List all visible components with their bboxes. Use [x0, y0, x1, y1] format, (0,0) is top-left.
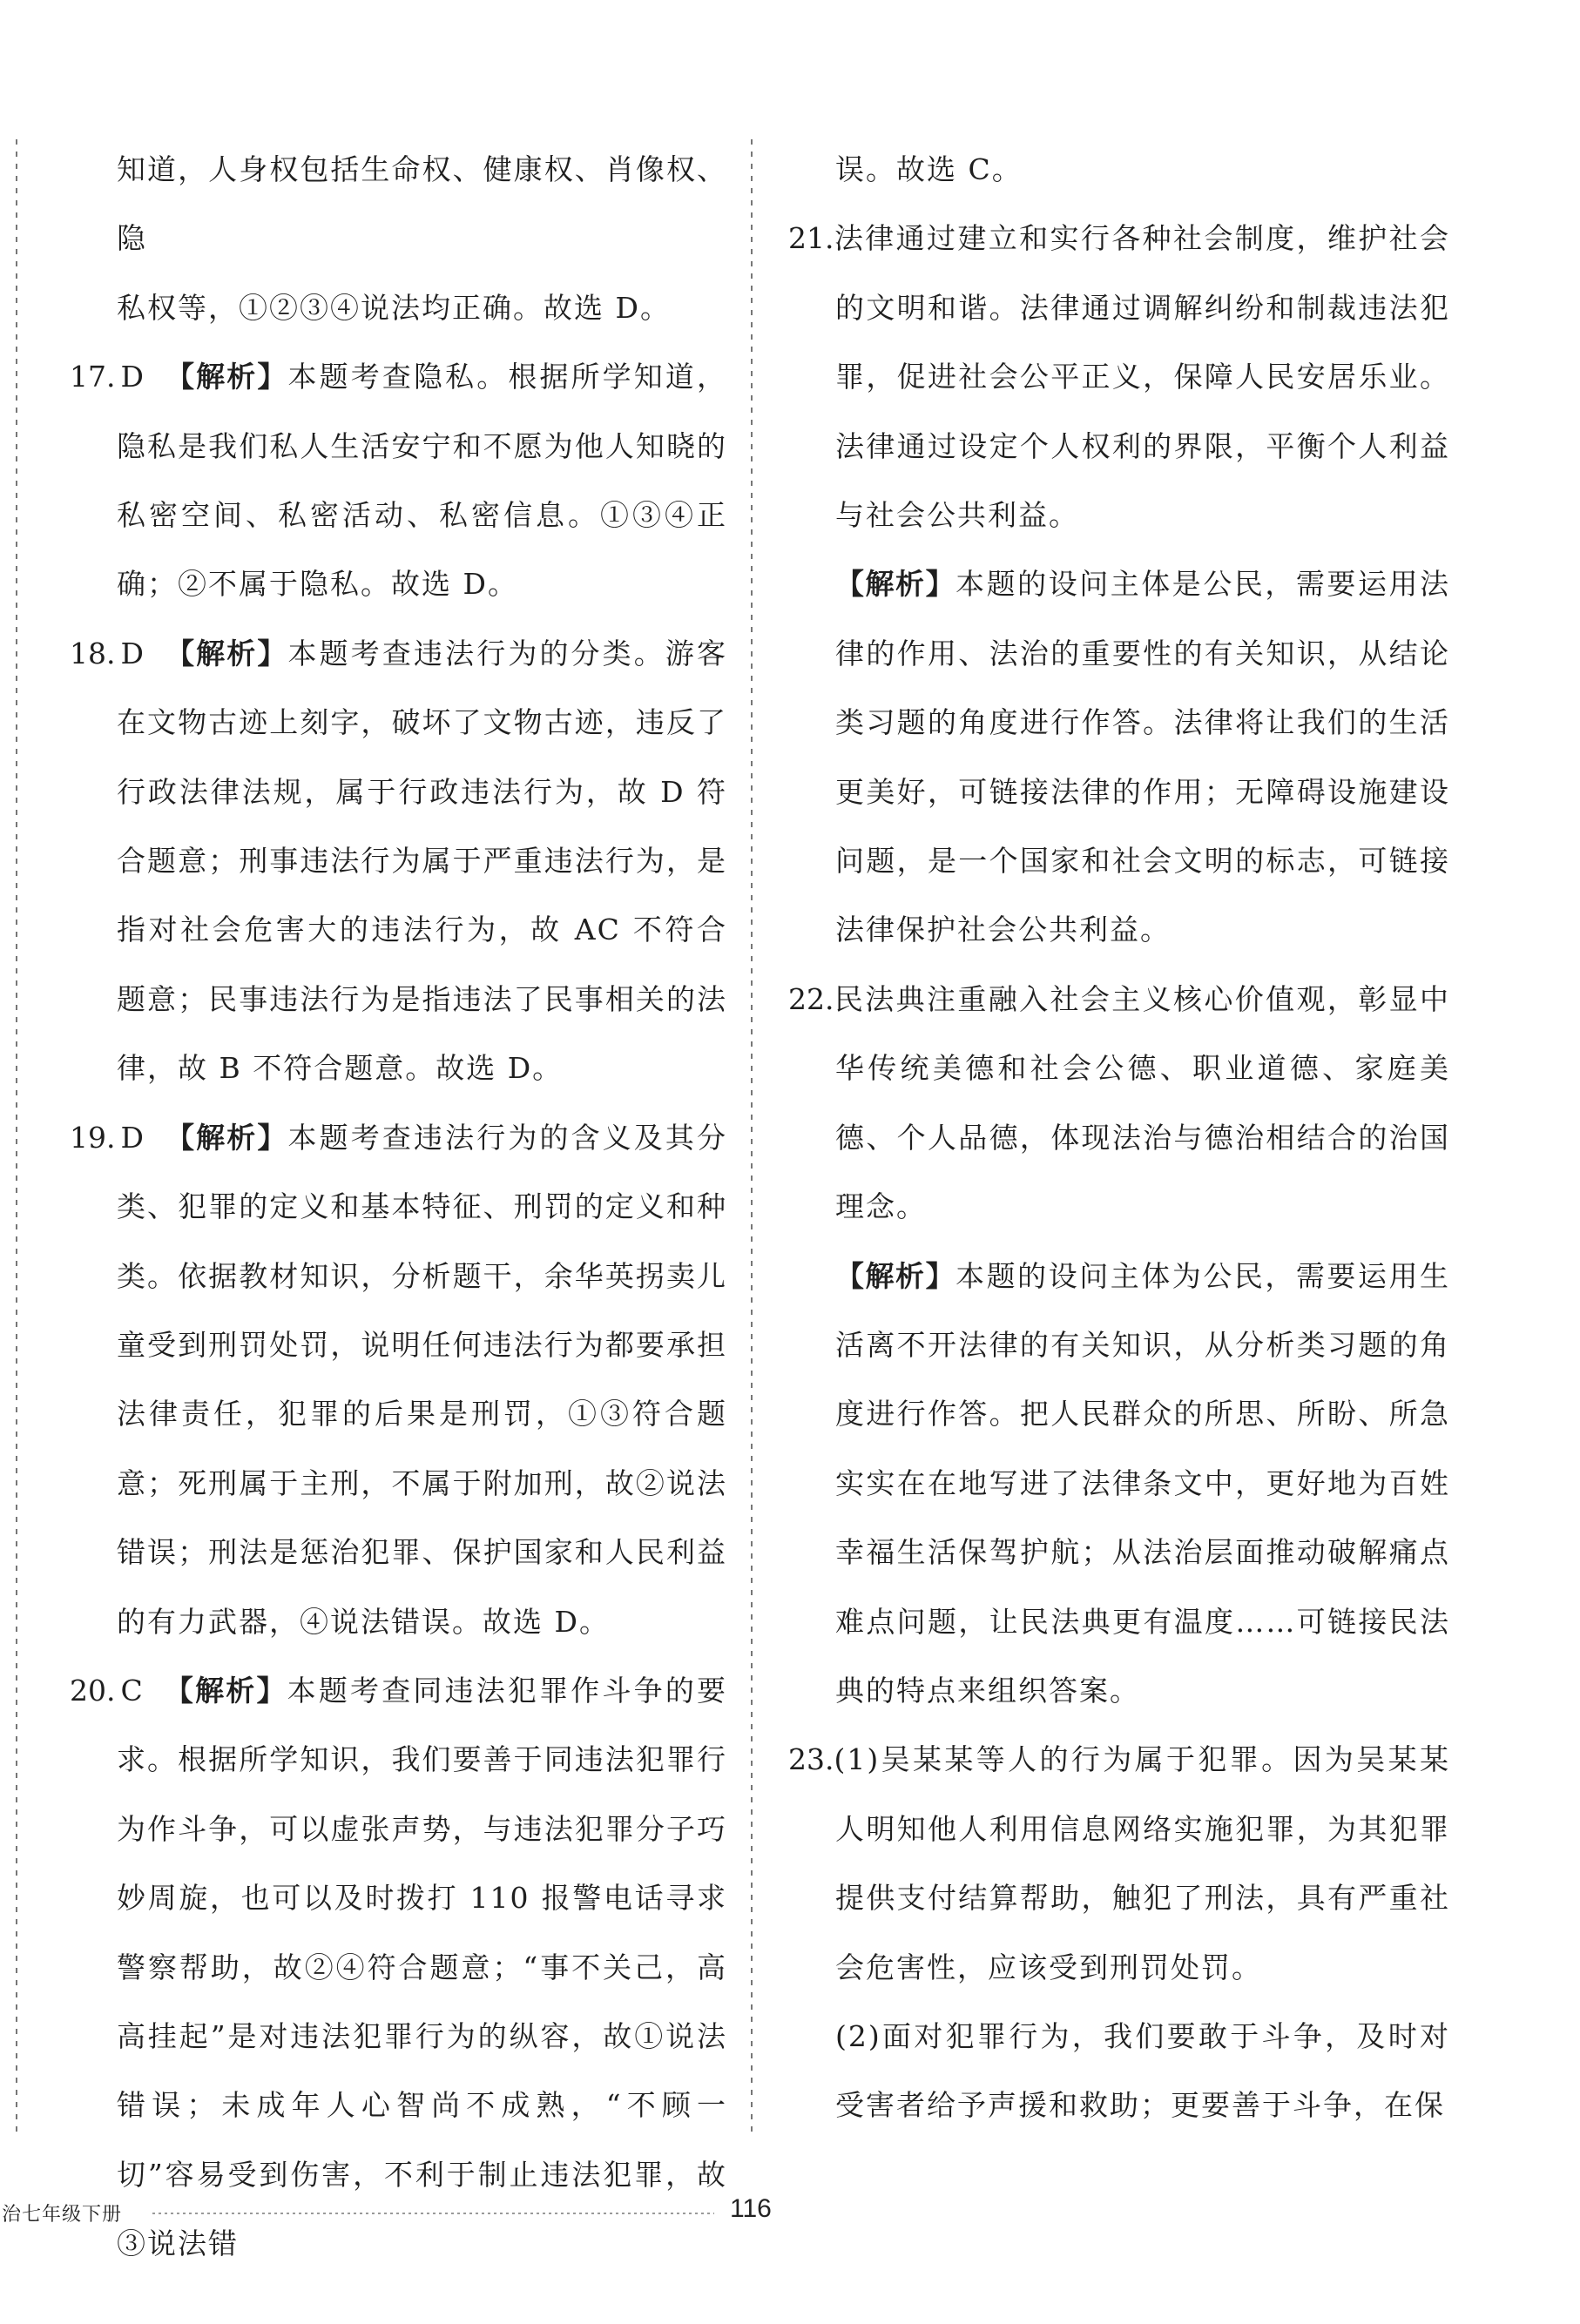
answer-20: 20. C 【解析】本题考查同违法犯罪作斗争的要求。根据所学知识，我们要善于同违法犯罪行为作斗争，可以虚张声势，与违法犯罪分子巧妙周旋，也可以及时拨打 110 报警电话寻求警察帮助，故②④符合题意；“事不关己，高高挂起”是对违法犯罪行为的纵容，故①说法错误；未成年人心智尚不成熟，“不顾一切”容易受到伤害，不利于制止违法犯罪，故③说法错: [70, 1673, 728, 2261]
continued-answer-16-line1: 知道，人身权包括生命权、健康权、肖像权、隐: [117, 152, 727, 256]
left-column: [70, 135, 727, 2279]
answer-22: 22.民法典注重融入社会主义核心价值观，彰显中华传统美德和社会公德、职业道德、家庭美德、个人品德，体现法治与德治相结合的治国理念。: [788, 981, 1450, 1224]
footer-dotted-rule: [152, 2213, 714, 2214]
answer-18: 18. D 【解析】本题考查违法行为的分类。游客在文物古迹上刻字，破坏了文物古迹，违反了行政法律法规，属于行政违法行为，故 D 符合题意；刑事违法行为属于严重违法行为，是指对社会危害大的违法行为，故 AC 不符合题意；民事违法行为是指违法了民事相关的法律，故 B 不符合题意。故选 D。: [70, 636, 728, 1086]
analysis-21: 【解析】本题的设问主体是公民，需要运用法律的作用、法治的重要性的有关知识，从结论类习题的角度进行作答。法律将让我们的生活更美好，可链接法律的作用；无障碍设施建设问题，是一个国家和社会文明的标志，可链接法律保护社会公共利益。: [835, 567, 1451, 947]
continued-answer-16-line2: 私权等，①②③④说法均正确。故选 D。: [117, 290, 671, 325]
analysis-tag: 【解析】: [164, 636, 288, 670]
analysis-tag: 【解析】: [835, 567, 956, 602]
page-number: 116: [730, 2194, 772, 2223]
right-column: [788, 135, 1450, 2140]
column-divider: [751, 139, 753, 2133]
answer-choice: D: [120, 636, 144, 670]
binding-line: [16, 139, 17, 2133]
answer-23-part1: 23.(1)吴某某等人的行为属于犯罪。因为吴某某人明知他人利用信息网络实施犯罪，为其犯罪提供支付结算帮助，触犯了刑法，具有严重社会危害性，应该受到刑罚处罚。: [788, 1742, 1450, 1984]
analysis-tag: 【解析】: [835, 1258, 956, 1293]
analysis-tag: 【解析】: [164, 1120, 288, 1155]
answer-choice: C: [120, 1673, 143, 1708]
analysis-22: 【解析】本题的设问主体为公民，需要运用生活离不开法律的有关知识，从分析类习题的角度进行作答。把人民群众的所思、所盼、所急实实在在地写进了法律条文中，更好地为百姓幸福生活保驾护航；从法治层面推动破解痛点难点问题，让民法典更有温度……可链接民法典的特点来组织答案。: [835, 1258, 1451, 1708]
answer-23-part2: (2)面对犯罪行为，我们要敢于斗争，及时对受害者给予声援和救助；更要善于斗争，在保: [835, 2018, 1450, 2123]
answer-choice: D: [120, 360, 144, 394]
answer-21: 21.法律通过建立和实行各种社会制度，维护社会的文明和谐。法律通过调解纠纷和制裁违法犯罪，促进社会公平正义，保障人民安居乐业。法律通过设定个人权利的界限，平衡个人利益与社会公共利益。: [788, 221, 1450, 533]
analysis-tag: 【解析】: [163, 1673, 287, 1708]
book-title: 治七年级下册: [2, 2204, 123, 2226]
continued-answer-20: 误。故选 C。: [835, 152, 1023, 186]
answer-19: 19. D 【解析】本题考查违法行为的含义及其分类、犯罪的定义和基本特征、刑罚的定义和种类。依据教材知识，分析题干，余华英拐卖儿童受到刑罚处罚，说明任何违法行为都要承担法律责任，犯罪的后果是刑罚，①③符合题意；死刑属于主刑，不属于附加刑，故②说法错误；刑法是惩治犯罪、保护国家和人民利益的有力武器，④说法错误。故选 D。: [70, 1120, 728, 1639]
answer-choice: D: [120, 1120, 144, 1155]
analysis-tag: 【解析】: [164, 360, 288, 394]
page-footer: [0, 2194, 1580, 2229]
answer-17: 17. D 【解析】本题考查隐私。根据所学知道，隐私是我们私人生活安宁和不愿为他人知晓的私密空间、私密活动、私密信息。①③④正确；②不属于隐私。故选 D。: [70, 360, 728, 602]
